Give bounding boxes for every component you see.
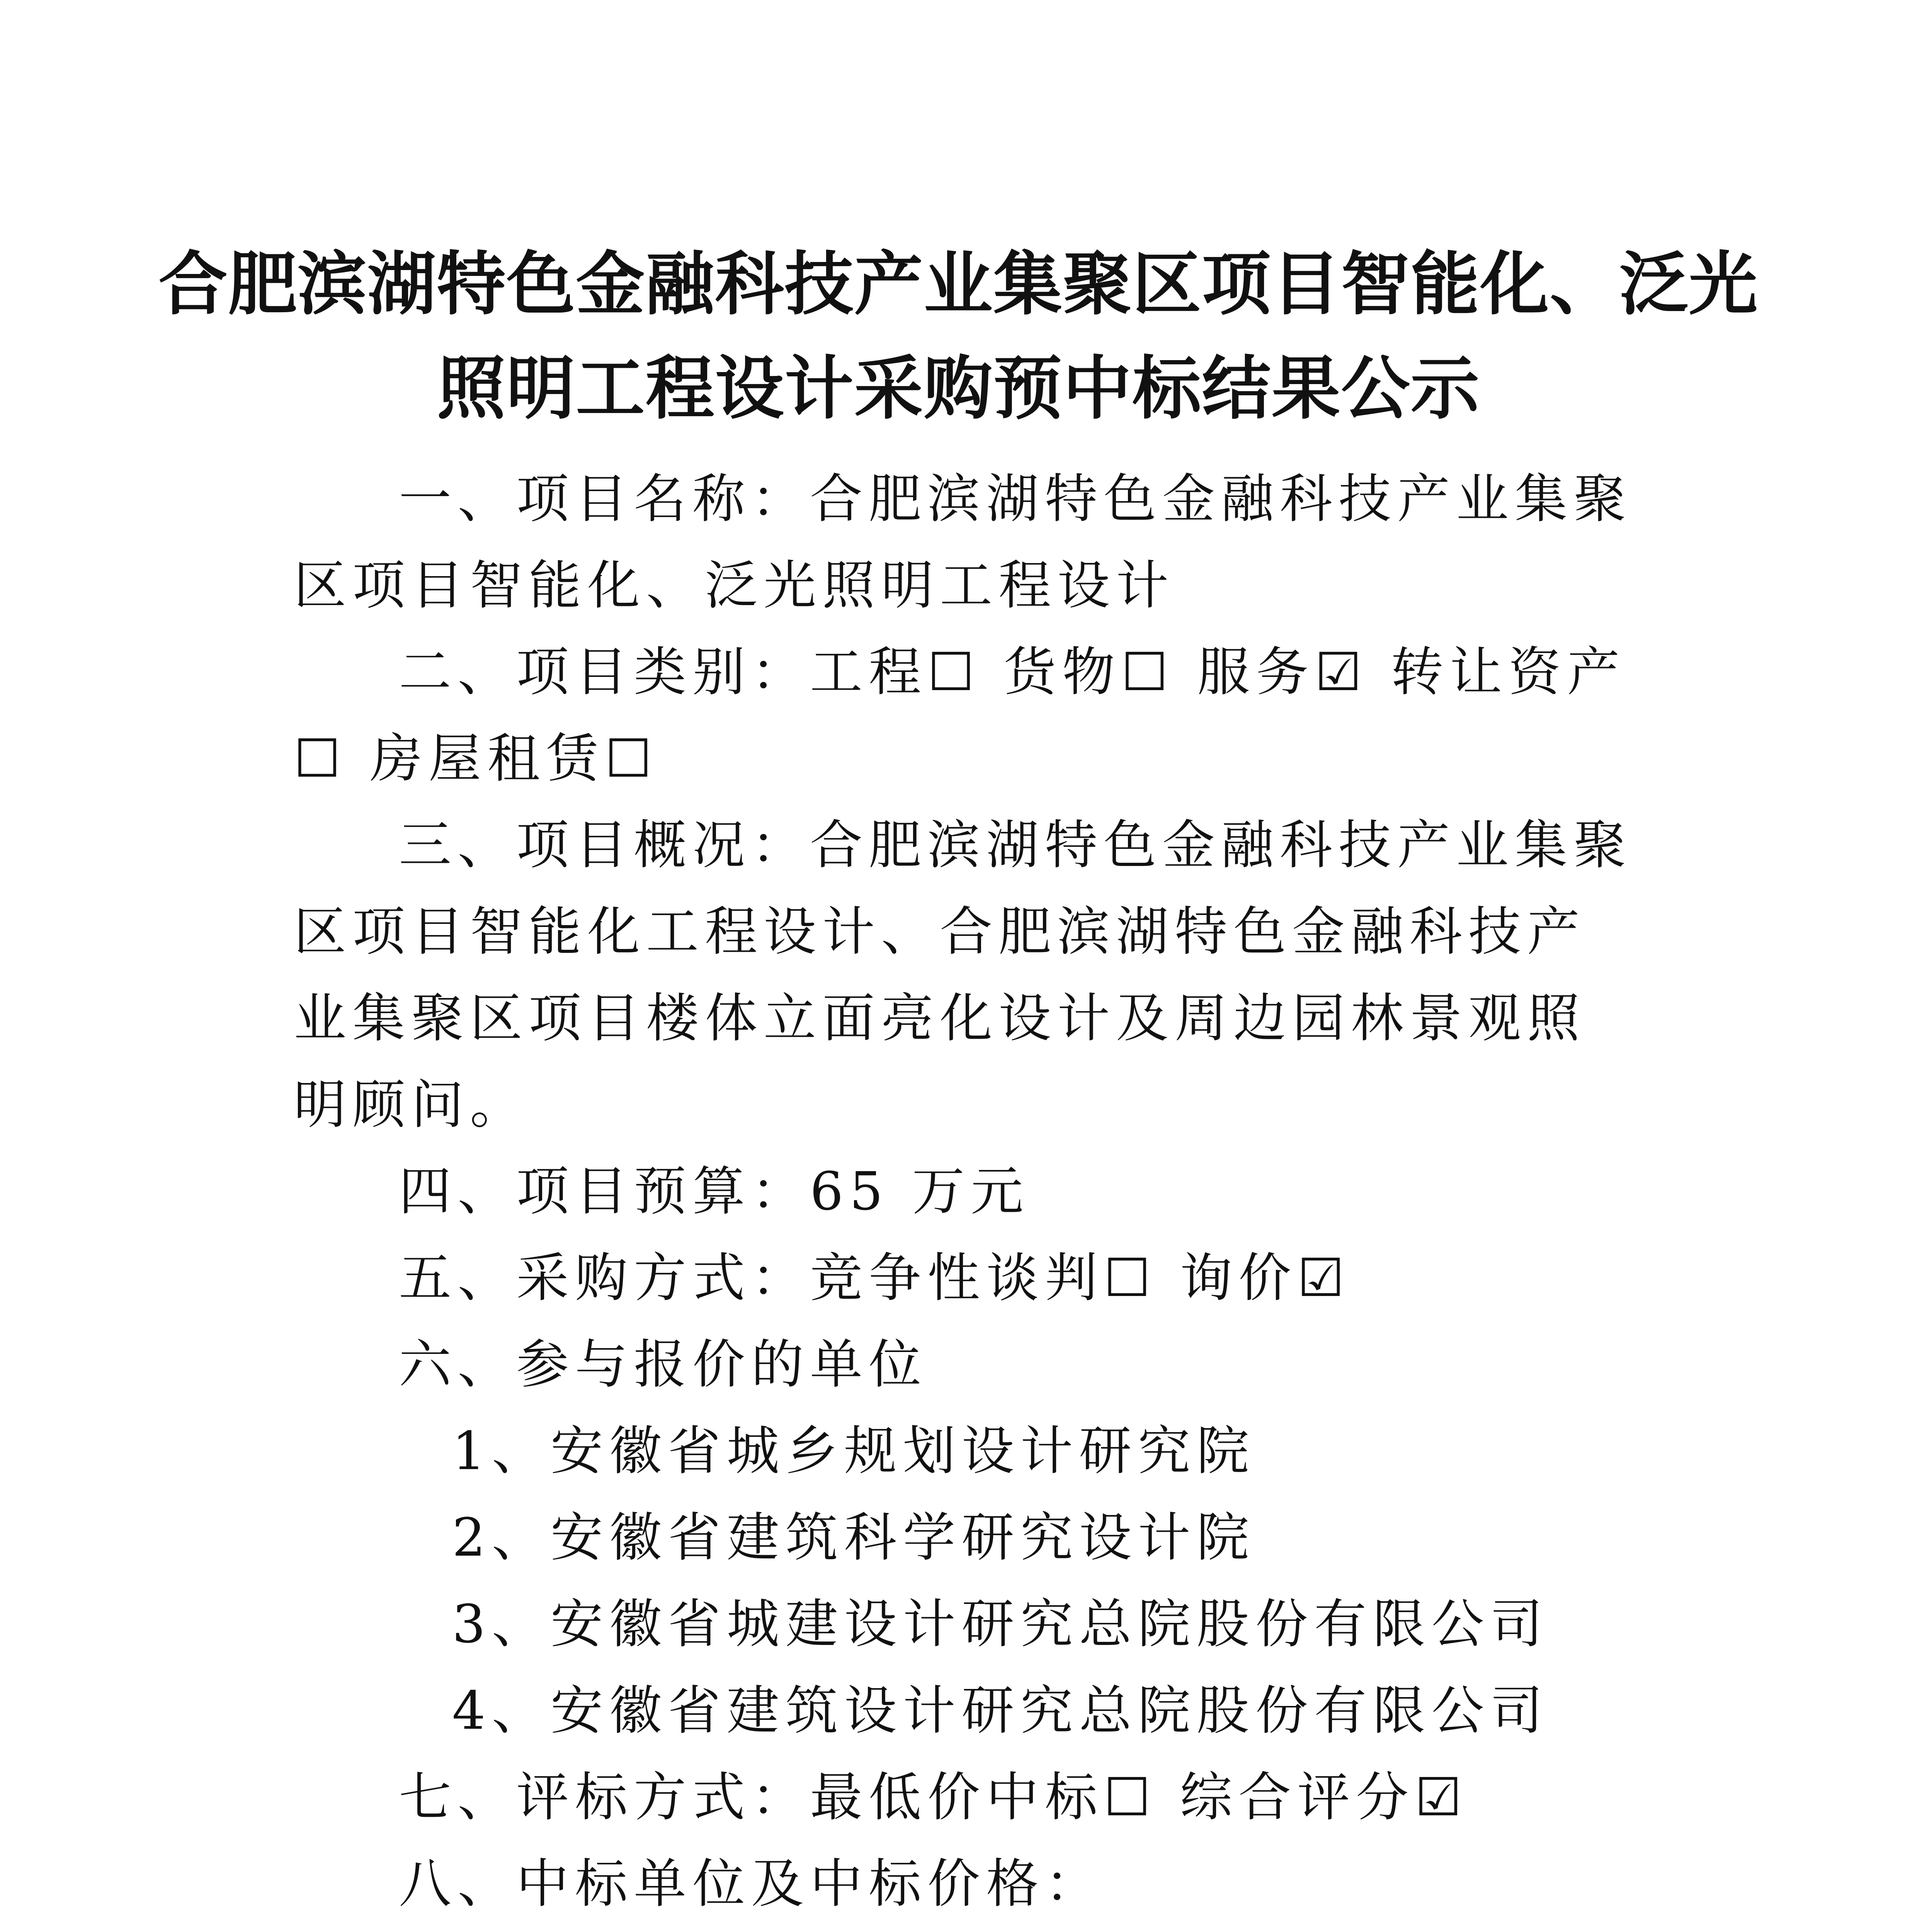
section-project-overview: 三、项目概况：合肥滨湖特色金融科技产业集聚区项目智能化工程设计、合肥滨湖特色金融科技产业集聚区项目楼体立面亮化设计及周边园林景观照明顾问。: [294, 815, 1632, 1136]
document-body: [294, 456, 1638, 1932]
title-line-1: 合肥滨湖特色金融科技产业集聚区项目智能化、泛光: [158, 243, 1759, 324]
winning-bidder: [294, 1927, 1638, 1932]
bidder-item: 3、安徽省城建设计研究总院股份有限公司: [452, 1594, 1549, 1655]
title-line-2: 照明工程设计采购预中标结果公示: [437, 348, 1480, 429]
section-budget: 四、项目预算：65 万元: [399, 1161, 1030, 1222]
bidder-item: 2、安徽省建筑科学研究设计院: [452, 1507, 1255, 1568]
bidder-item: 1、安徽省城乡规划设计研究院: [452, 1421, 1255, 1482]
section-procurement-method: 五、采购方式：竞争性谈判☐ 询价☑: [399, 1248, 1351, 1309]
document-title: [0, 232, 1917, 440]
section-evaluation-method: 七、评标方式：最低价中标☐ 综合评分☑: [399, 1767, 1468, 1828]
section-winner-heading: 八、中标单位及中标价格：: [399, 1854, 1104, 1915]
section-project-name: 一、项目名称：合肥滨湖特色金融科技产业集聚区项目智能化、泛光照明工程设计: [294, 469, 1632, 616]
section-bidders-heading: 六、参与报价的单位: [399, 1334, 927, 1395]
section-project-category: 二、项目类别：工程☐ 货物☐ 服务☑ 转让资产☐ 房屋租赁☐: [294, 642, 1626, 789]
bidder-item: 4、安徽省建筑设计研究总院股份有限公司: [452, 1680, 1549, 1742]
